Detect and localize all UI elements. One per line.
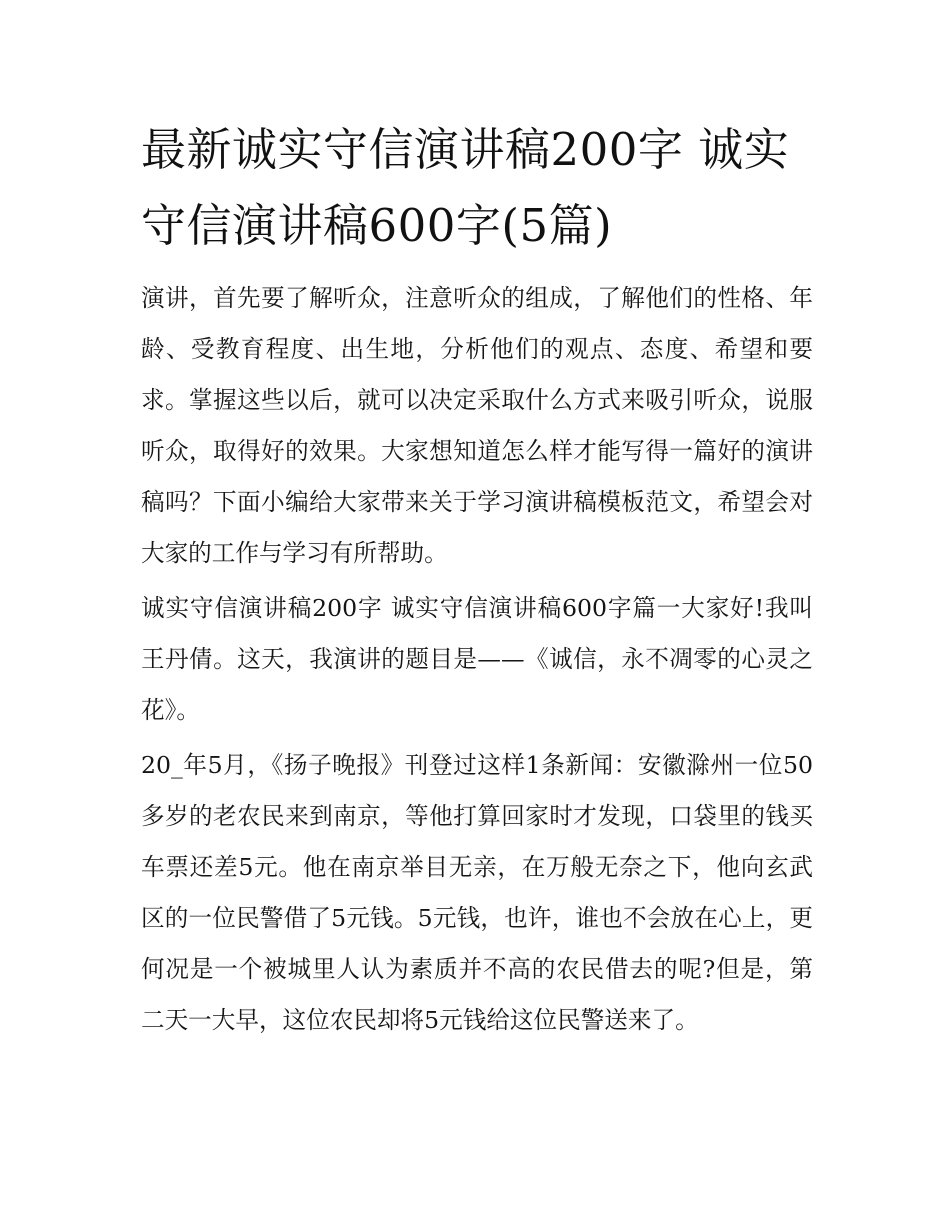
paragraph-intro: 演讲，首先要了解听众，注意听众的组成，了解他们的性格、年龄、受教育程度、出生地，分析他们的观点、态度、希望和要求。掌握这些以后，就可以决定采取什么方式来吸引听众，说服听众，取得好的效果。大家想知道怎么样才能写得一篇好的演讲稿吗？下面小编给大家带来关于学习演讲稿模板范文，希望会对大家的工作与学习有所帮助。 [141, 284, 813, 567]
document-body [141, 273, 813, 1046]
paragraph-speech-opening: 诚实守信演讲稿200字 诚实守信演讲稿600字篇一大家好!我叫王丹倩。这天，我演讲的题目是——《诚信，永不凋零的心灵之花》。 [141, 594, 813, 724]
document-page [141, 112, 813, 1046]
paragraph-news-story: 20_年5月，《扬子晚报》刊登过这样1条新闻：安徽滁州一位50多岁的老农民来到南京，等他打算回家时才发现，口袋里的钱买车票还差5元。他在南京举目无亲，在万般无奈之下，他向玄武区的一位民警借了5元钱。5元钱，也许，谁也不会放在心上，更何况是一个被城里人认为素质并不高的农民借去的呢?但是，第二天一大早，这位农民却将5元钱给这位民警送来了。 [141, 751, 813, 1034]
document-title: 最新诚实守信演讲稿200字 诚实守信演讲稿600字(5篇) [141, 123, 790, 252]
